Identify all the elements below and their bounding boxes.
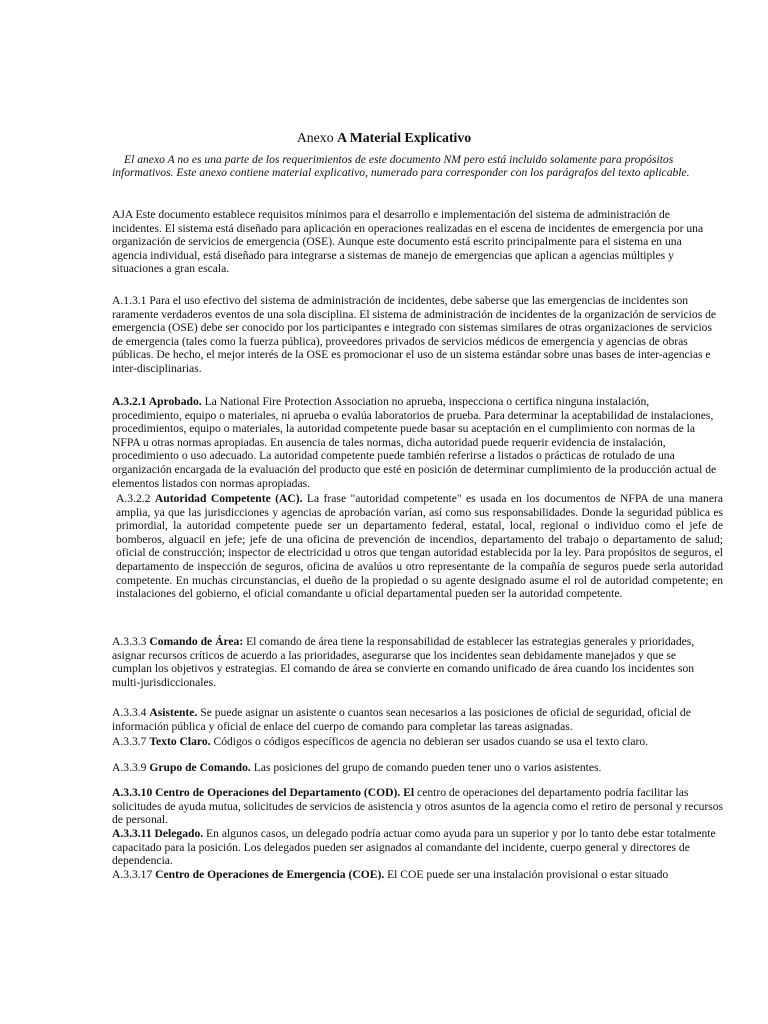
text-a339: Las posiciones del grupo de comando pueden tener uno o varios asistentes. — [250, 761, 602, 774]
text-a3310: centro de operaciones del departamento podría facilitar las solicitudes de ayuda mutua, solicitudes de servicios de asistencia y otros asuntos de la agencia como el retiro de personal y recursos de personal. — [112, 786, 724, 827]
paragraph-a3311 — [112, 827, 724, 868]
title-prefix: Anexo — [296, 130, 334, 145]
text-a3317: El COE puede ser una instalación provisional o estar situado — [384, 868, 669, 881]
text-a322: La frase "autoridad competente" es usada en los documentos de NFPA de una manera amplia, ya que las jurisdicciones y agencias de aprobación varían, así como sus responsabilidades. Donde la seguridad pública es primordial, la autoridad competente puede ser un departamento federal, estatal, local, regional o individuo como el jefe de bomberos, alguacil en jefe; jefe de una oficina de prevención de incendios, departamento del trabajo o departamento de salud; oficial de construcción; inspector de electricidad u otros que tengan autoridad establecida por la ley. Para propósitos de seguros, el departamento de inspección de seguros, oficina de avalúos u otro representante de la compañía de seguros puede serla autoridad competente. En muchas circunstancias, el dueño de la propiedad o su agente designado asume el rol de autoridad competente; en instalaciones del gobierno, el oficial comandante u oficial departamental pueden ser la autoridad competente. — [116, 492, 723, 601]
paragraph-aja: AJA Este documento establece requisitos mínimos para el desarrollo e implementación del sistema de administración de incidentes. El sistema está diseñado para aplicación en operaciones realizadas en el escena de incidentes de emergencia por una organización de servicios de emergencia (OSE). Aunque este documento está escrito principalmente para el sistema en una agencia individual, está diseñado para integrarse a sistemas de manejo de emergencias que aplican a agencias múltiples y situaciones a gran escala. — [112, 208, 704, 276]
paragraph-a322 — [116, 492, 723, 601]
number-a337: A.3.3.7 — [112, 735, 150, 748]
term-a3310: A.3.3.10 Centro de Operaciones del Departamento (COD). El — [112, 786, 415, 799]
intro-note: El anexo A no es una parte de los requerimientos de este documento NM pero está incluido solamente para propósitos informativos. Este anexo contiene material explicativo, numerado para corresponder con los parágrafos del texto aplicable. — [112, 153, 690, 180]
term-a339: Grupo de Comando. — [149, 761, 251, 774]
paragraph-a337 — [112, 735, 720, 749]
number-a3317: A.3.3.17 — [112, 868, 156, 881]
text-a321: La National Fire Protection Association no aprueba, inspecciona o certifica ninguna instalación, procedimiento, equipo o materiales, ni aprueba o evalúa laboratorios de prueba. Para determinar la aceptabilidad de instalaciones, procedimientos, equipo o materiales, la autoridad competente puede basar su aceptación en el cumplimiento con normas de la NFPA u otras normas apropiadas. En ausencia de tales normas, dicha autoridad puede requerir evidencia de instalación, procedimiento o uso adecuado. La autoridad competente puede también referirse a listados o prácticas de rotulado de una organización encargada de la evaluación del producto que esté en posición de determinar cumplimiento de la producción actual de elementos listados con normas apropiadas. — [112, 395, 717, 490]
page-title — [0, 130, 768, 146]
term-a3317: Centro de Operaciones de Emergencia (COE). — [155, 868, 385, 881]
text-a333: El comando de área tiene la responsabilidad de establecer las estrategias generales y prioridades, asignar recursos críticos de acuerdo a las prioridades, asegurarse que los incidentes sean debidamente manejados y que se cumplan los objetivos y estrategias. El comando de área se convierte en comando unificado de área cuando los incidentes son multi-jurisdiccionales. — [112, 635, 695, 689]
number-a339: A.3.3.9 — [112, 761, 150, 774]
term-a337: Texto Claro. — [149, 735, 211, 748]
number-a333: A.3.3.3 — [112, 635, 150, 648]
number-a322: A.3.2.2 — [116, 492, 155, 505]
number-a334: A.3.3.4 — [112, 706, 150, 719]
term-a334: Asistente. — [149, 706, 198, 719]
paragraph-a321 — [112, 395, 720, 490]
paragraph-a131: A.1.3.1 Para el uso efectivo del sistema de administración de incidentes, debe saberse que las emergencias de incidentes son raramente verdaderos eventos de una sola disciplina. El sistema de administración de incidentes de la organización de servicios de emergencia (OSE) debe ser conocido por los participantes e integrado con sistemas similares de otras organizaciones de servicios de emergencia (tales como la fuerza pública), proveedores privados de servicios médicos de emergencia y agencias de obras públicas. De hecho, el mejor interés de la OSE es promocionar el uso de un sistema estándar sobre unas bases de inter-agencias e inter-disciplinarias. — [112, 294, 717, 375]
term-a321: A.3.2.1 Aprobado. — [112, 395, 202, 408]
text-a337: Códigos o códigos específicos de agencia no debieran ser usados cuando se usa el texto claro. — [210, 735, 649, 748]
paragraph-a3317 — [112, 868, 724, 882]
text-a334: Se puede asignar un asistente o cuantos sean necesarios a las posiciones de oficial de seguridad, oficial de información pública y oficial de enlace del cuerpo de comando para completar las tareas asignadas. — [112, 706, 691, 733]
title-main: A Material Explicativo — [337, 130, 472, 145]
paragraph-a339 — [112, 761, 720, 775]
term-a322: Autoridad Competente (AC). — [154, 492, 303, 505]
paragraph-a333 — [112, 635, 712, 689]
text-a3311: En algunos casos, un delegado podría actuar como ayuda para un superior y por lo tanto debe estar totalmente capacitado para la posición. Los delegados pueden ser asignados al comandante del incidente, cuerpo general y directores de dependencia. — [112, 827, 716, 868]
term-a3311: A.3.3.11 Delegado. — [112, 827, 204, 840]
paragraph-a3310 — [112, 786, 724, 827]
paragraph-a334 — [112, 706, 720, 733]
term-a333: Comando de Área: — [149, 635, 244, 648]
